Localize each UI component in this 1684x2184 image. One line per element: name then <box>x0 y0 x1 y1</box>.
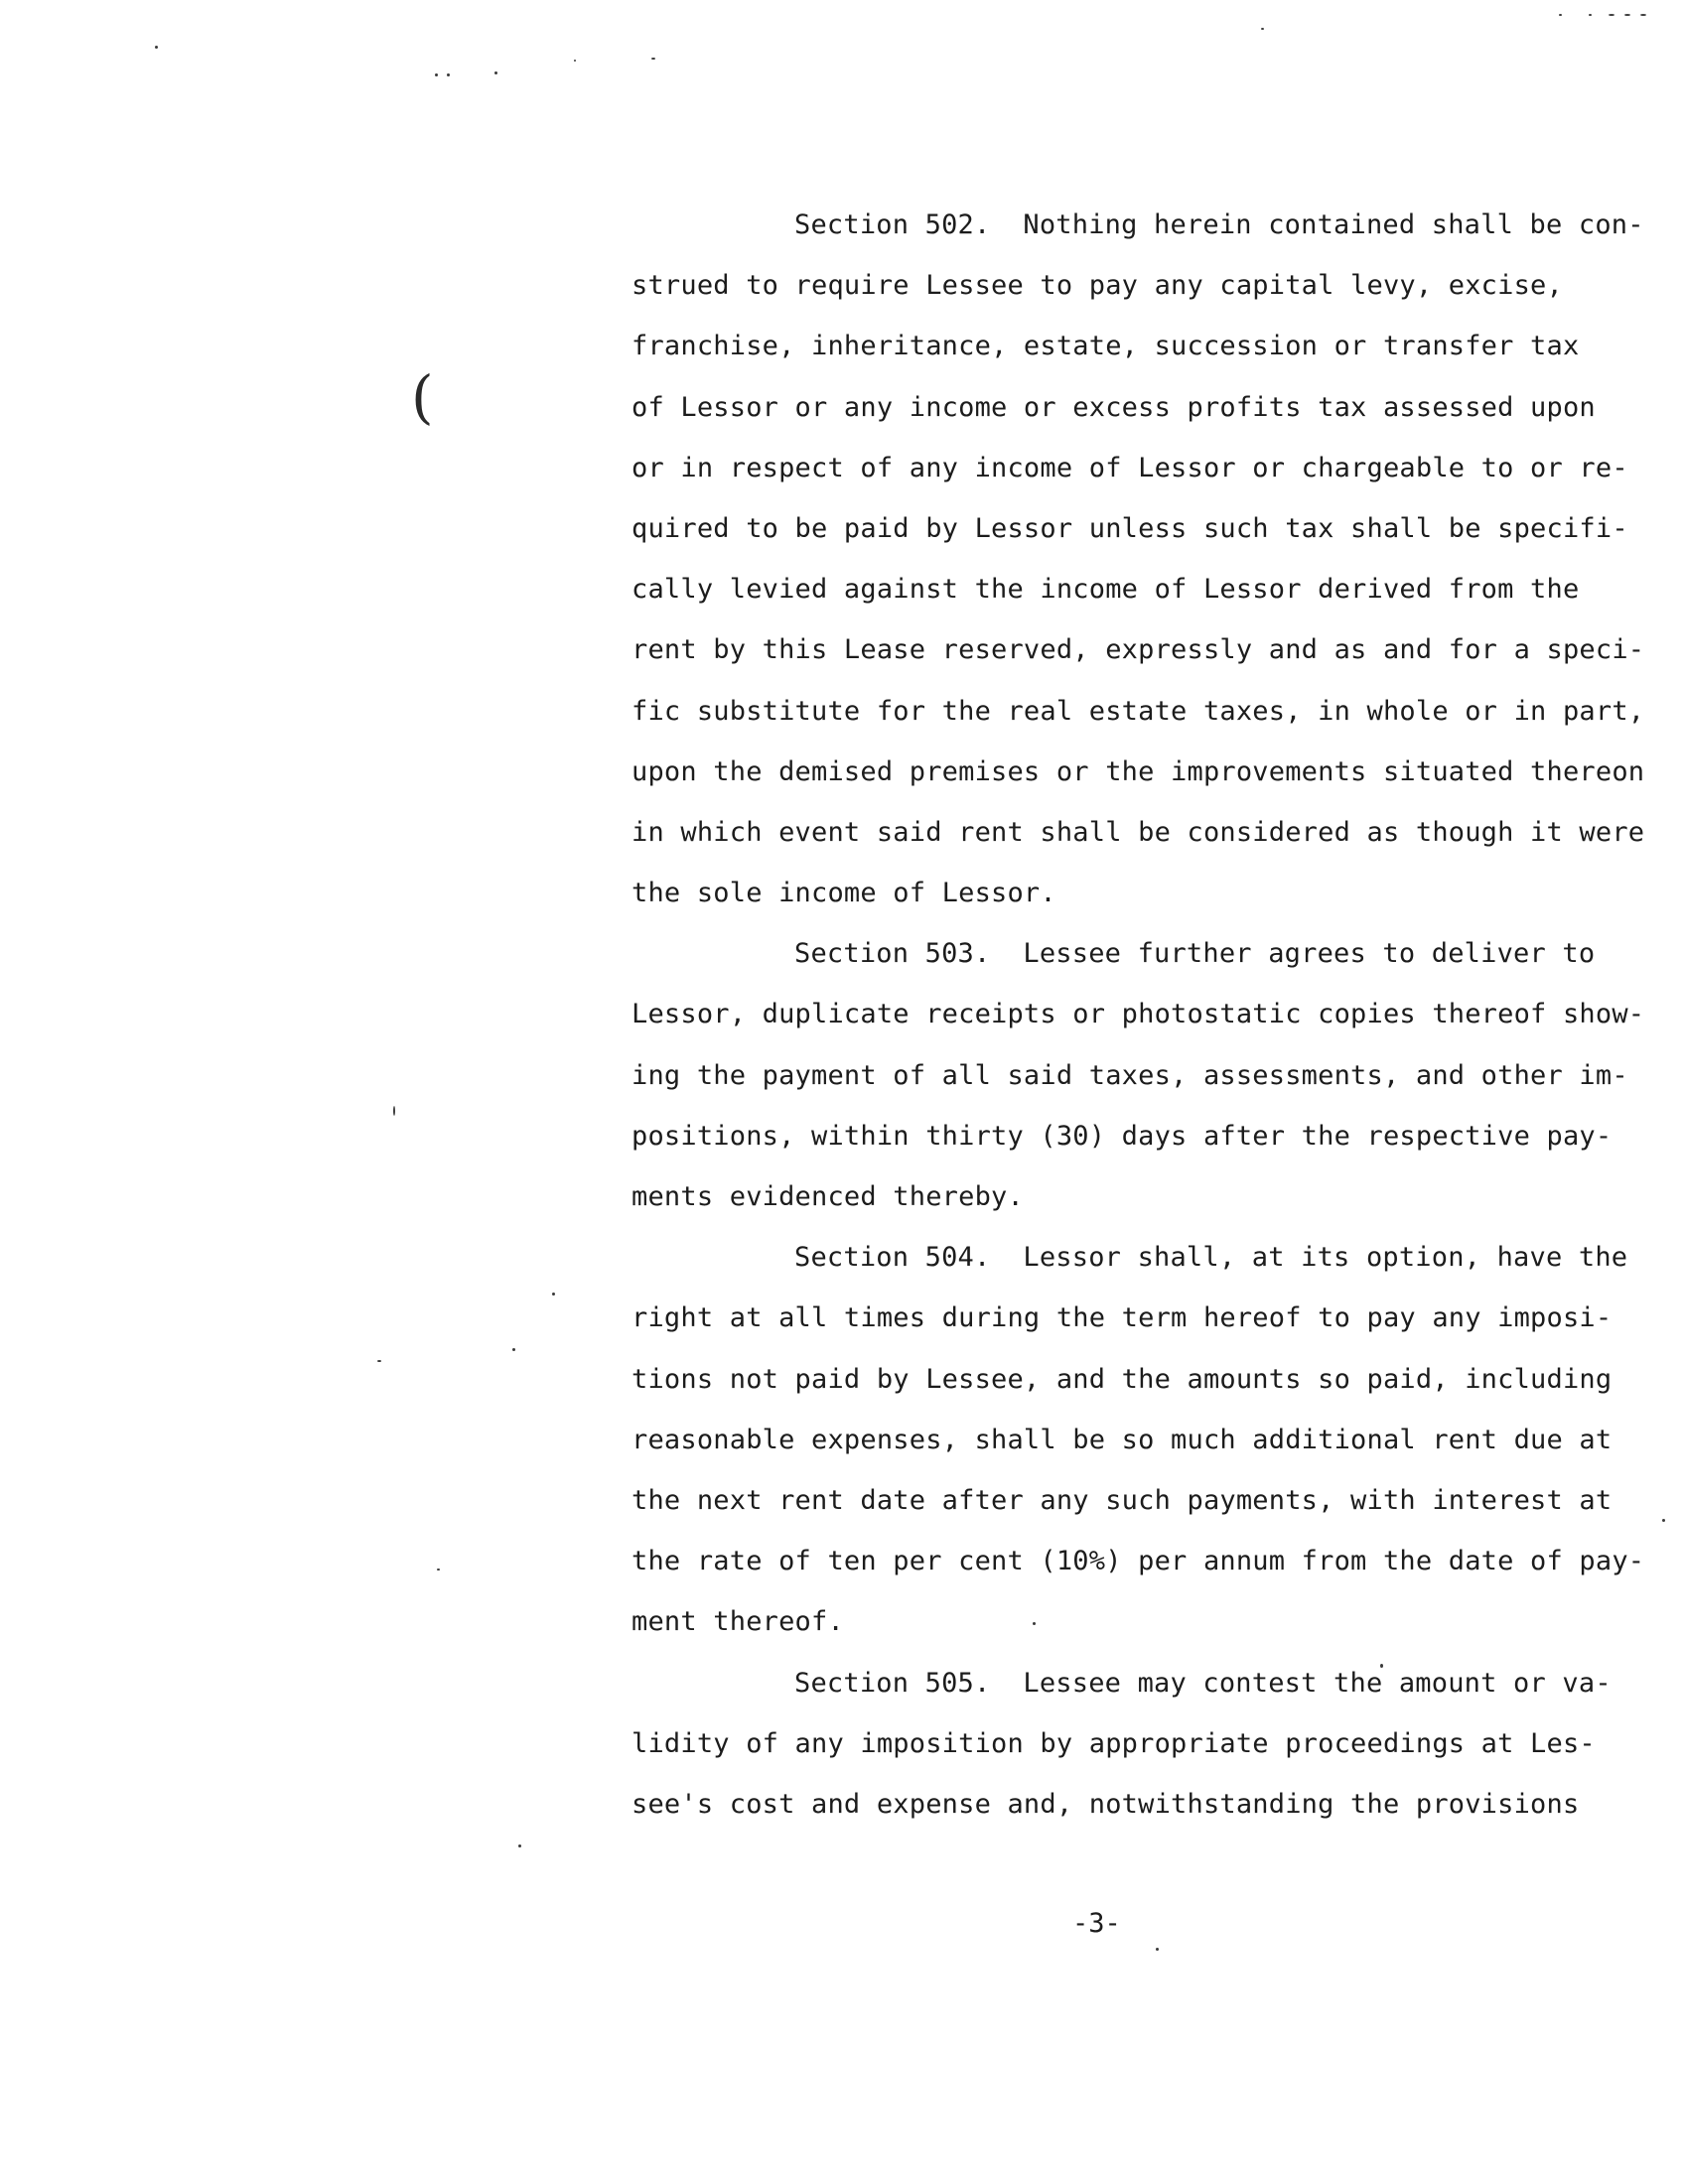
scan-speck <box>377 1360 381 1362</box>
text-line: strued to require Lessee to pay any capital levy, excise, <box>632 270 1563 302</box>
scan-speck <box>494 71 497 74</box>
text-line: ing the payment of all said taxes, assessments, and other im- <box>632 1059 1628 1091</box>
text-line: or in respect of any income of Lessor or chargeable to or re- <box>632 452 1628 483</box>
text-line: positions, within thirty (30) days after the respective pay- <box>632 1120 1613 1152</box>
section-heading-line: Section 504. Lessor shall, at its option, have the <box>794 1242 1628 1274</box>
text-line: reasonable expenses, shall be so much additional rent due at <box>632 1424 1613 1455</box>
text-line: Lessor, duplicate receipts or photostatic copies thereof show- <box>632 999 1645 1030</box>
text-line: ment thereof. <box>632 1606 844 1638</box>
text-line: tions not paid by Lessee, and the amounts so paid, including <box>632 1363 1613 1395</box>
text-line: franchise, inheritance, estate, succession or transfer tax <box>632 331 1580 362</box>
text-line: upon the demised premises or the improvements situated thereon <box>632 755 1645 787</box>
section-heading-line: Section 505. Lessee may contest the amount or va- <box>794 1667 1612 1699</box>
text-line: see's cost and expense and, notwithstanding the provisions <box>632 1788 1580 1820</box>
text-line: the sole income of Lessor. <box>632 878 1056 909</box>
text-line: lidity of any imposition by appropriate proceedings at Les- <box>632 1727 1596 1759</box>
scan-speck <box>1380 1664 1383 1668</box>
scan-speck <box>1640 14 1646 16</box>
section-heading-line: Section 503. Lessee further agrees to deliver to <box>794 938 1596 970</box>
scan-speck <box>518 1844 521 1847</box>
scan-speck <box>447 73 450 76</box>
scan-speck <box>393 1106 395 1116</box>
scan-speck <box>574 60 576 62</box>
section-heading-line: Section 502. Nothing herein contained shall be con- <box>794 209 1644 240</box>
scan-speck <box>1156 1948 1159 1951</box>
text-line: ments evidenced thereby. <box>632 1181 1024 1212</box>
text-line: the rate of ten per cent (10%) per annum from the date of pay- <box>632 1546 1645 1577</box>
text-line: right at all times during the term hereof to pay any imposi- <box>632 1302 1613 1334</box>
scan-speck <box>512 1348 515 1351</box>
scan-speck <box>1033 1622 1036 1625</box>
scan-speck <box>1624 14 1630 16</box>
text-line: of Lessor or any income or excess profits tax assessed upon <box>632 391 1596 423</box>
scan-speck <box>1559 14 1562 16</box>
scan-speck <box>1609 14 1614 16</box>
scan-speck <box>1662 1519 1665 1522</box>
text-line: quired to be paid by Lessor unless such tax shall be specifi- <box>632 512 1628 544</box>
text-line: cally levied against the income of Lessor derived from the <box>632 574 1580 606</box>
scan-speck <box>1589 14 1592 16</box>
text-line: rent by this Lease reserved, expressly and as and for a speci- <box>632 634 1645 666</box>
scan-speck <box>155 46 158 49</box>
text-line: fic substitute for the real estate taxes, in whole or in part, <box>632 695 1645 727</box>
text-line: the next rent date after any such payments, with interest at <box>632 1484 1613 1516</box>
document-body <box>632 195 1654 1835</box>
scan-speck <box>651 58 655 60</box>
scan-speck <box>1261 28 1264 30</box>
page-number: -3- <box>1072 1908 1121 1939</box>
text-line: in which event said rent shall be considered as though it were <box>632 816 1645 848</box>
margin-parenthesis-mark: ( <box>411 363 434 431</box>
scan-speck <box>437 1569 440 1570</box>
scan-speck <box>435 73 438 76</box>
scan-speck <box>552 1293 555 1296</box>
